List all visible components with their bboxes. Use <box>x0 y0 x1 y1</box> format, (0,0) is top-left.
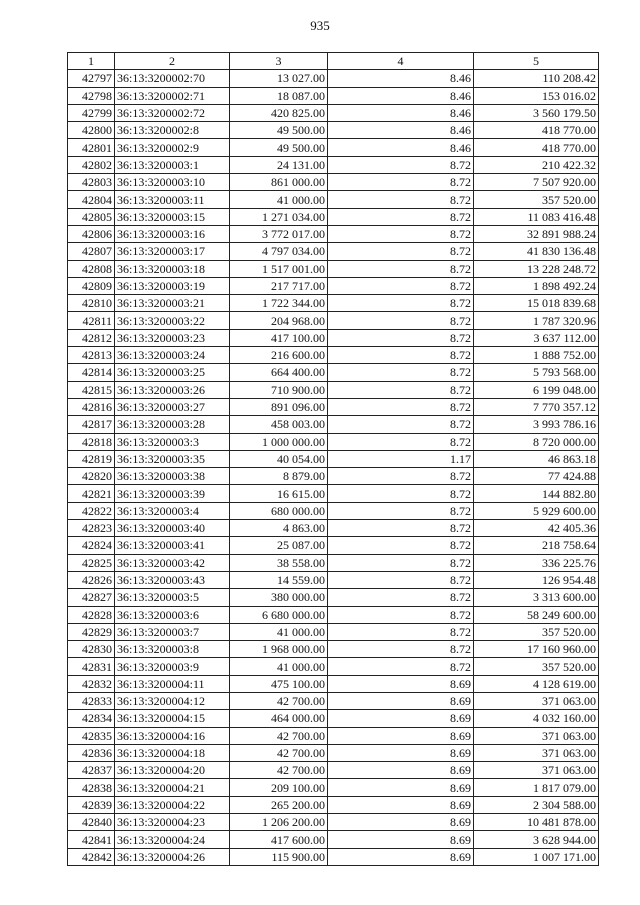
table-row <box>68 416 599 433</box>
rate-cell: 8.72 <box>328 260 474 277</box>
rate-cell: 8.46 <box>328 122 474 139</box>
row-number-cell: 42816 <box>68 398 115 415</box>
row-number-cell: 42805 <box>68 208 115 225</box>
rate-cell: 8.72 <box>328 191 474 208</box>
value-cell: 3 628 944.00 <box>474 831 599 848</box>
area-cell: 380 000.00 <box>230 589 328 606</box>
area-cell: 1 206 200.00 <box>230 814 328 831</box>
area-cell: 217 717.00 <box>230 277 328 294</box>
rate-cell: 8.72 <box>328 468 474 485</box>
area-cell: 1 968 000.00 <box>230 641 328 658</box>
area-cell: 40 054.00 <box>230 450 328 467</box>
rate-cell: 8.72 <box>328 208 474 225</box>
rate-cell: 8.72 <box>328 347 474 364</box>
cadastral-number-cell: 36:13:3200004:12 <box>115 692 230 709</box>
table-row <box>68 347 599 364</box>
table-row <box>68 641 599 658</box>
table-row <box>68 329 599 346</box>
row-number-cell: 42831 <box>68 658 115 675</box>
rate-cell: 8.72 <box>328 277 474 294</box>
table-row <box>68 779 599 796</box>
rate-cell: 8.72 <box>328 364 474 381</box>
area-cell: 216 600.00 <box>230 347 328 364</box>
row-number-cell: 42806 <box>68 225 115 242</box>
area-cell: 18 087.00 <box>230 87 328 104</box>
row-number-cell: 42817 <box>68 416 115 433</box>
rate-cell: 8.69 <box>328 831 474 848</box>
row-number-cell: 42839 <box>68 796 115 813</box>
table-row <box>68 139 599 156</box>
table-row <box>68 468 599 485</box>
row-number-cell: 42824 <box>68 537 115 554</box>
table-row <box>68 606 599 623</box>
area-cell: 4 863.00 <box>230 520 328 537</box>
table-row <box>68 208 599 225</box>
rate-cell: 8.72 <box>328 485 474 502</box>
column-header-3: 3 <box>230 53 328 70</box>
table-row <box>68 260 599 277</box>
rate-cell: 8.72 <box>328 658 474 675</box>
row-number-cell: 42832 <box>68 675 115 692</box>
rate-cell: 8.72 <box>328 554 474 571</box>
table-row <box>68 104 599 121</box>
row-number-cell: 42813 <box>68 347 115 364</box>
cadastral-number-cell: 36:13:3200004:26 <box>115 848 230 865</box>
area-cell: 115 900.00 <box>230 848 328 865</box>
row-number-cell: 42838 <box>68 779 115 796</box>
row-number-cell: 42803 <box>68 174 115 191</box>
rate-cell: 1.17 <box>328 450 474 467</box>
table-row <box>68 623 599 640</box>
table-row <box>68 191 599 208</box>
column-header-1: 1 <box>68 53 115 70</box>
area-cell: 6 680 000.00 <box>230 606 328 623</box>
row-number-cell: 42808 <box>68 260 115 277</box>
rate-cell: 8.72 <box>328 641 474 658</box>
value-cell: 1 007 171.00 <box>474 848 599 865</box>
column-header-2: 2 <box>115 53 230 70</box>
rate-cell: 8.72 <box>328 502 474 519</box>
value-cell: 1 888 752.00 <box>474 347 599 364</box>
cadastral-number-cell: 36:13:3200002:71 <box>115 87 230 104</box>
table-row <box>68 87 599 104</box>
value-cell: 110 208.42 <box>474 70 599 87</box>
table-row <box>68 174 599 191</box>
value-cell: 46 863.18 <box>474 450 599 467</box>
cadastral-number-cell: 36:13:3200003:1 <box>115 156 230 173</box>
rate-cell: 8.72 <box>328 520 474 537</box>
table-row <box>68 762 599 779</box>
rate-cell: 8.72 <box>328 398 474 415</box>
value-cell: 4 032 160.00 <box>474 710 599 727</box>
value-cell: 5 793 568.00 <box>474 364 599 381</box>
area-cell: 710 900.00 <box>230 381 328 398</box>
area-cell: 464 000.00 <box>230 710 328 727</box>
rate-cell: 8.69 <box>328 727 474 744</box>
table-row <box>68 450 599 467</box>
rate-cell: 8.72 <box>328 312 474 329</box>
rate-cell: 8.72 <box>328 606 474 623</box>
row-number-cell: 42830 <box>68 641 115 658</box>
value-cell: 58 249 600.00 <box>474 606 599 623</box>
table-row <box>68 831 599 848</box>
area-cell: 42 700.00 <box>230 692 328 709</box>
cadastral-number-cell: 36:13:3200003:16 <box>115 225 230 242</box>
value-cell: 371 063.00 <box>474 727 599 744</box>
row-number-cell: 42821 <box>68 485 115 502</box>
page-number: 935 <box>310 18 330 33</box>
value-cell: 357 520.00 <box>474 623 599 640</box>
cadastral-number-cell: 36:13:3200004:18 <box>115 744 230 761</box>
value-cell: 371 063.00 <box>474 762 599 779</box>
value-cell: 15 018 839.68 <box>474 295 599 312</box>
value-cell: 17 160 960.00 <box>474 641 599 658</box>
row-number-cell: 42811 <box>68 312 115 329</box>
value-cell: 13 228 248.72 <box>474 260 599 277</box>
rate-cell: 8.46 <box>328 104 474 121</box>
value-cell: 371 063.00 <box>474 744 599 761</box>
table-row <box>68 225 599 242</box>
table-row <box>68 312 599 329</box>
area-cell: 14 559.00 <box>230 571 328 588</box>
cadastral-number-cell: 36:13:3200003:17 <box>115 243 230 260</box>
cadastral-number-cell: 36:13:3200002:9 <box>115 139 230 156</box>
cadastral-number-cell: 36:13:3200003:6 <box>115 606 230 623</box>
area-cell: 1 722 344.00 <box>230 295 328 312</box>
table-row <box>68 243 599 260</box>
value-cell: 153 016.02 <box>474 87 599 104</box>
rate-cell: 8.69 <box>328 779 474 796</box>
value-cell: 126 954.48 <box>474 571 599 588</box>
cadastral-number-cell: 36:13:3200002:72 <box>115 104 230 121</box>
rate-cell: 8.72 <box>328 433 474 450</box>
table-row <box>68 295 599 312</box>
cadastral-number-cell: 36:13:3200003:5 <box>115 589 230 606</box>
rate-cell: 8.72 <box>328 329 474 346</box>
area-cell: 41 000.00 <box>230 658 328 675</box>
value-cell: 7 507 920.00 <box>474 174 599 191</box>
table-row <box>68 796 599 813</box>
value-cell: 336 225.76 <box>474 554 599 571</box>
cadastral-number-cell: 36:13:3200004:21 <box>115 779 230 796</box>
rate-cell: 8.69 <box>328 814 474 831</box>
value-cell: 2 304 588.00 <box>474 796 599 813</box>
area-cell: 38 558.00 <box>230 554 328 571</box>
table-body <box>68 70 599 866</box>
row-number-cell: 42807 <box>68 243 115 260</box>
table-row <box>68 485 599 502</box>
value-cell: 10 481 878.00 <box>474 814 599 831</box>
area-cell: 16 615.00 <box>230 485 328 502</box>
cadastral-number-cell: 36:13:3200002:8 <box>115 122 230 139</box>
rate-cell: 8.69 <box>328 744 474 761</box>
cadastral-number-cell: 36:13:3200004:23 <box>115 814 230 831</box>
row-number-cell: 42826 <box>68 571 115 588</box>
table-row <box>68 520 599 537</box>
rate-cell: 8.72 <box>328 571 474 588</box>
row-number-cell: 42825 <box>68 554 115 571</box>
rate-cell: 8.69 <box>328 710 474 727</box>
cadastral-number-cell: 36:13:3200003:4 <box>115 502 230 519</box>
table-row <box>68 122 599 139</box>
row-number-cell: 42818 <box>68 433 115 450</box>
rate-cell: 8.69 <box>328 762 474 779</box>
rate-cell: 8.72 <box>328 589 474 606</box>
value-cell: 7 770 357.12 <box>474 398 599 415</box>
table-row <box>68 692 599 709</box>
column-header-4: 4 <box>328 53 474 70</box>
row-number-cell: 42800 <box>68 122 115 139</box>
value-cell: 4 128 619.00 <box>474 675 599 692</box>
cadastral-number-cell: 36:13:3200003:8 <box>115 641 230 658</box>
rate-cell: 8.72 <box>328 156 474 173</box>
value-cell: 371 063.00 <box>474 692 599 709</box>
value-cell: 418 770.00 <box>474 122 599 139</box>
area-cell: 42 700.00 <box>230 762 328 779</box>
cadastral-number-cell: 36:13:3200004:20 <box>115 762 230 779</box>
cadastral-number-cell: 36:13:3200003:43 <box>115 571 230 588</box>
cadastral-number-cell: 36:13:3200004:24 <box>115 831 230 848</box>
row-number-cell: 42841 <box>68 831 115 848</box>
area-cell: 417 100.00 <box>230 329 328 346</box>
area-cell: 13 027.00 <box>230 70 328 87</box>
rate-cell: 8.46 <box>328 87 474 104</box>
area-cell: 475 100.00 <box>230 675 328 692</box>
rate-cell: 8.72 <box>328 623 474 640</box>
value-cell: 41 830 136.48 <box>474 243 599 260</box>
area-cell: 3 772 017.00 <box>230 225 328 242</box>
table-row <box>68 589 599 606</box>
value-cell: 42 405.36 <box>474 520 599 537</box>
table-row <box>68 675 599 692</box>
row-number-cell: 42828 <box>68 606 115 623</box>
area-cell: 861 000.00 <box>230 174 328 191</box>
rate-cell: 8.72 <box>328 225 474 242</box>
rate-cell: 8.72 <box>328 295 474 312</box>
area-cell: 1 271 034.00 <box>230 208 328 225</box>
row-number-cell: 42812 <box>68 329 115 346</box>
area-cell: 458 003.00 <box>230 416 328 433</box>
value-cell: 210 422.32 <box>474 156 599 173</box>
table-row <box>68 398 599 415</box>
row-number-cell: 42798 <box>68 87 115 104</box>
value-cell: 3 637 112.00 <box>474 329 599 346</box>
rate-cell: 8.69 <box>328 692 474 709</box>
cadastral-number-cell: 36:13:3200003:3 <box>115 433 230 450</box>
cadastral-number-cell: 36:13:3200004:11 <box>115 675 230 692</box>
cadastral-number-cell: 36:13:3200003:26 <box>115 381 230 398</box>
row-number-cell: 42840 <box>68 814 115 831</box>
area-cell: 265 200.00 <box>230 796 328 813</box>
area-cell: 420 825.00 <box>230 104 328 121</box>
cadastral-number-cell: 36:13:3200003:27 <box>115 398 230 415</box>
area-cell: 24 131.00 <box>230 156 328 173</box>
cadastral-number-cell: 36:13:3200003:22 <box>115 312 230 329</box>
table-row <box>68 277 599 294</box>
cadastral-number-cell: 36:13:3200003:15 <box>115 208 230 225</box>
cadastral-number-cell: 36:13:3200003:19 <box>115 277 230 294</box>
value-cell: 32 891 988.24 <box>474 225 599 242</box>
table-row <box>68 381 599 398</box>
area-cell: 49 500.00 <box>230 122 328 139</box>
row-number-cell: 42814 <box>68 364 115 381</box>
table-row <box>68 70 599 87</box>
row-number-cell: 42815 <box>68 381 115 398</box>
area-cell: 49 500.00 <box>230 139 328 156</box>
row-number-cell: 42836 <box>68 744 115 761</box>
area-cell: 417 600.00 <box>230 831 328 848</box>
row-number-cell: 42833 <box>68 692 115 709</box>
table-row <box>68 658 599 675</box>
cadastral-number-cell: 36:13:3200002:70 <box>115 70 230 87</box>
table-row <box>68 364 599 381</box>
area-cell: 1 517 001.00 <box>230 260 328 277</box>
value-cell: 1 898 492.24 <box>474 277 599 294</box>
table-row <box>68 710 599 727</box>
rate-cell: 8.72 <box>328 537 474 554</box>
cadastral-number-cell: 36:13:3200003:24 <box>115 347 230 364</box>
cadastral-number-cell: 36:13:3200003:7 <box>115 623 230 640</box>
row-number-cell: 42801 <box>68 139 115 156</box>
area-cell: 209 100.00 <box>230 779 328 796</box>
table-row <box>68 727 599 744</box>
value-cell: 418 770.00 <box>474 139 599 156</box>
row-number-cell: 42834 <box>68 710 115 727</box>
cadastral-number-cell: 36:13:3200003:41 <box>115 537 230 554</box>
cadastral-number-cell: 36:13:3200003:21 <box>115 295 230 312</box>
table-row <box>68 433 599 450</box>
cadastral-number-cell: 36:13:3200004:15 <box>115 710 230 727</box>
value-cell: 357 520.00 <box>474 191 599 208</box>
table-row <box>68 502 599 519</box>
value-cell: 3 993 786.16 <box>474 416 599 433</box>
area-cell: 41 000.00 <box>230 191 328 208</box>
row-number-cell: 42799 <box>68 104 115 121</box>
header-row <box>68 53 599 70</box>
cadastral-number-cell: 36:13:3200003:11 <box>115 191 230 208</box>
area-cell: 4 797 034.00 <box>230 243 328 260</box>
cadastral-value-table <box>67 52 599 866</box>
row-number-cell: 42827 <box>68 589 115 606</box>
row-number-cell: 42823 <box>68 520 115 537</box>
area-cell: 42 700.00 <box>230 744 328 761</box>
rate-cell: 8.46 <box>328 70 474 87</box>
area-cell: 891 096.00 <box>230 398 328 415</box>
row-number-cell: 42842 <box>68 848 115 865</box>
cadastral-number-cell: 36:13:3200004:22 <box>115 796 230 813</box>
table-row <box>68 744 599 761</box>
value-cell: 1 787 320.96 <box>474 312 599 329</box>
value-cell: 144 882.80 <box>474 485 599 502</box>
value-cell: 1 817 079.00 <box>474 779 599 796</box>
cadastral-number-cell: 36:13:3200003:23 <box>115 329 230 346</box>
value-cell: 5 929 600.00 <box>474 502 599 519</box>
area-cell: 41 000.00 <box>230 623 328 640</box>
row-number-cell: 42802 <box>68 156 115 173</box>
rate-cell: 8.69 <box>328 675 474 692</box>
cadastral-number-cell: 36:13:3200003:9 <box>115 658 230 675</box>
row-number-cell: 42810 <box>68 295 115 312</box>
table-row <box>68 848 599 865</box>
area-cell: 25 087.00 <box>230 537 328 554</box>
value-cell: 357 520.00 <box>474 658 599 675</box>
cadastral-number-cell: 36:13:3200004:16 <box>115 727 230 744</box>
area-cell: 42 700.00 <box>230 727 328 744</box>
area-cell: 664 400.00 <box>230 364 328 381</box>
value-cell: 8 720 000.00 <box>474 433 599 450</box>
rate-cell: 8.69 <box>328 796 474 813</box>
row-number-cell: 42809 <box>68 277 115 294</box>
cadastral-number-cell: 36:13:3200003:28 <box>115 416 230 433</box>
area-cell: 1 000 000.00 <box>230 433 328 450</box>
row-number-cell: 42835 <box>68 727 115 744</box>
rate-cell: 8.69 <box>328 848 474 865</box>
rate-cell: 8.72 <box>328 243 474 260</box>
value-cell: 3 560 179.50 <box>474 104 599 121</box>
value-cell: 6 199 048.00 <box>474 381 599 398</box>
table-row <box>68 537 599 554</box>
cadastral-number-cell: 36:13:3200003:38 <box>115 468 230 485</box>
column-header-5: 5 <box>474 53 599 70</box>
value-cell: 3 313 600.00 <box>474 589 599 606</box>
row-number-cell: 42837 <box>68 762 115 779</box>
row-number-cell: 42829 <box>68 623 115 640</box>
rate-cell: 8.72 <box>328 416 474 433</box>
table-row <box>68 814 599 831</box>
row-number-cell: 42819 <box>68 450 115 467</box>
table-row <box>68 156 599 173</box>
cadastral-number-cell: 36:13:3200003:39 <box>115 485 230 502</box>
cadastral-number-cell: 36:13:3200003:10 <box>115 174 230 191</box>
rate-cell: 8.72 <box>328 381 474 398</box>
cadastral-number-cell: 36:13:3200003:35 <box>115 450 230 467</box>
row-number-cell: 42820 <box>68 468 115 485</box>
row-number-cell: 42804 <box>68 191 115 208</box>
row-number-cell: 42797 <box>68 70 115 87</box>
value-cell: 11 083 416.48 <box>474 208 599 225</box>
area-cell: 8 879.00 <box>230 468 328 485</box>
table-row <box>68 571 599 588</box>
row-number-cell: 42822 <box>68 502 115 519</box>
cadastral-number-cell: 36:13:3200003:18 <box>115 260 230 277</box>
table-row <box>68 554 599 571</box>
cadastral-number-cell: 36:13:3200003:25 <box>115 364 230 381</box>
rate-cell: 8.46 <box>328 139 474 156</box>
value-cell: 218 758.64 <box>474 537 599 554</box>
cadastral-number-cell: 36:13:3200003:40 <box>115 520 230 537</box>
cadastral-number-cell: 36:13:3200003:42 <box>115 554 230 571</box>
area-cell: 204 968.00 <box>230 312 328 329</box>
value-cell: 77 424.88 <box>474 468 599 485</box>
area-cell: 680 000.00 <box>230 502 328 519</box>
rate-cell: 8.72 <box>328 174 474 191</box>
